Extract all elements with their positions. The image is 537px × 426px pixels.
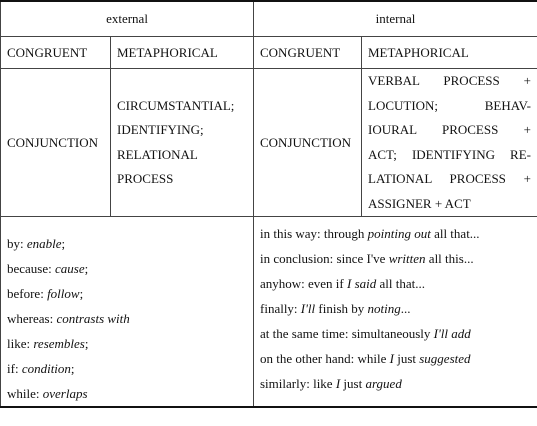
int-metaphorical-line: IOURAL PROCESS +	[368, 122, 531, 137]
external-example: by: enable;	[7, 236, 66, 251]
external-example: while: overlaps	[7, 386, 88, 401]
header-row	[1, 1, 537, 37]
header-external: external	[1, 1, 254, 37]
external-example: like: resembles;	[7, 336, 89, 351]
int-metaphorical-line: LATIONAL PROCESS +	[368, 171, 531, 186]
main-row	[1, 69, 537, 217]
subheader-row	[1, 37, 537, 69]
int-metaphorical-line: VERBAL PROCESS +	[368, 73, 531, 88]
ext-metaphorical-line: RELATIONAL	[117, 146, 198, 162]
int-metaphorical-cell	[362, 69, 537, 217]
int-congruent-cell: CONJUNCTION	[254, 69, 362, 217]
subheader-int-metaphorical: METAPHORICAL	[362, 37, 537, 69]
external-example: before: follow;	[7, 286, 84, 301]
external-examples-cell	[1, 217, 254, 408]
internal-example: finally: I'll finish by noting...	[260, 301, 411, 316]
ext-metaphorical-line: IDENTIFYING;	[117, 122, 204, 137]
int-metaphorical-line: ACT; IDENTIFYING RE-	[368, 146, 531, 162]
ext-metaphorical-line: CIRCUMSTANTIAL;	[117, 97, 235, 113]
external-example: if: condition;	[7, 361, 75, 376]
ext-metaphorical-cell	[111, 69, 254, 217]
internal-example: at the same time: simultaneously I'll add	[260, 326, 471, 341]
subheader-ext-congruent: CONGRUENT	[1, 37, 111, 69]
int-metaphorical-line: ASSIGNER + ACT	[368, 195, 471, 211]
internal-example: in conclusion: since I've written all this...	[260, 251, 474, 266]
subheader-int-congruent: CONGRUENT	[254, 37, 362, 69]
external-example: whereas: contrasts with	[7, 311, 130, 326]
subheader-ext-metaphorical: METAPHORICAL	[111, 37, 254, 69]
internal-example: in this way: through pointing out all that...	[260, 226, 480, 241]
internal-example: anyhow: even if I said all that...	[260, 276, 426, 291]
header-internal: internal	[254, 1, 537, 37]
ext-metaphorical-line: PROCESS	[117, 171, 174, 186]
ext-congruent-cell: CONJUNCTION	[1, 69, 111, 217]
internal-example: similarly: like I just argued	[260, 376, 402, 391]
int-metaphorical-line: LOCUTION; BEHAV-	[368, 97, 531, 113]
external-example: because: cause;	[7, 261, 89, 276]
internal-examples-cell	[254, 217, 537, 408]
examples-row	[1, 217, 537, 408]
internal-example: on the other hand: while I just suggested	[260, 351, 471, 366]
